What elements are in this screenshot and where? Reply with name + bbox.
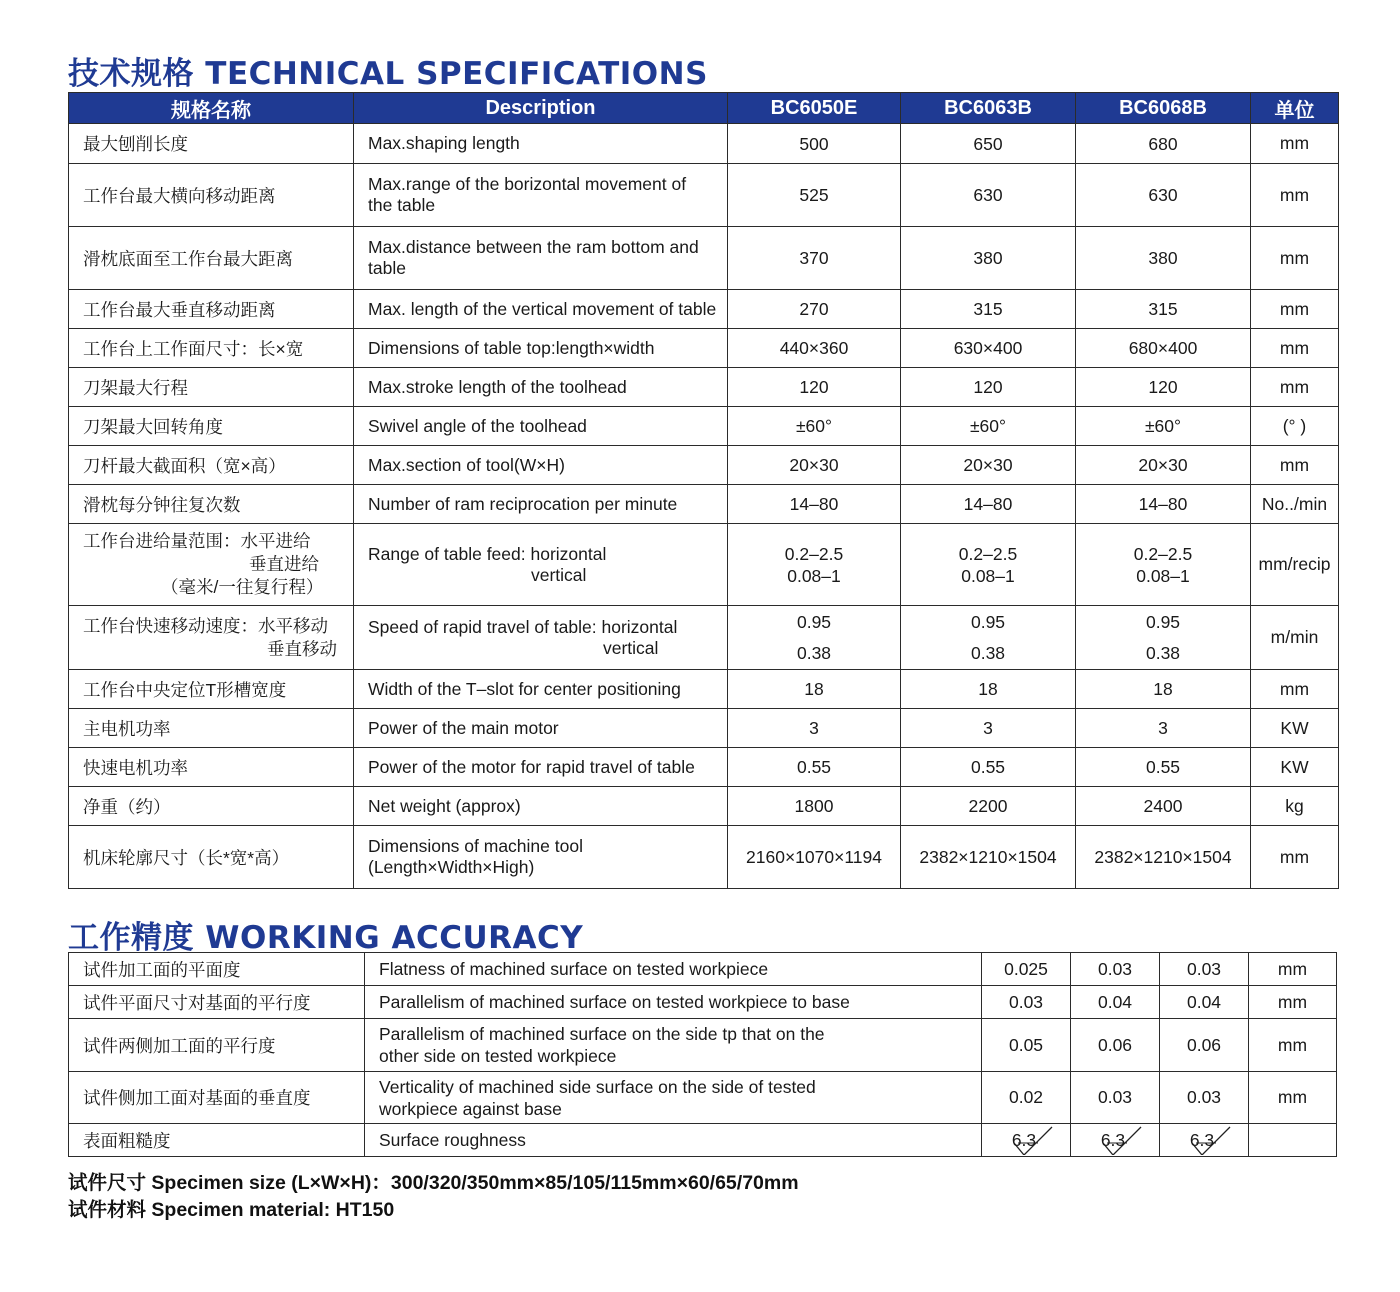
name-line: 工作台进给量范围：水平进给	[83, 531, 311, 551]
row-description	[354, 826, 728, 889]
specimen-size-note: 试件尺寸 Specimen size (L×W×H)：300/320/350mm×85/105/115mm×60/65/70mm	[68, 1172, 799, 1194]
value-bc6063b: 630	[901, 164, 1076, 227]
description-line: workpiece against base	[379, 1098, 562, 1119]
value-line: 0.38	[970, 642, 1006, 663]
row-description: Flatness of machined surface on tested workpiece	[365, 953, 982, 986]
description-line: vertical	[603, 637, 659, 658]
spec-table	[68, 92, 1339, 889]
roughness-value: 6.3	[1189, 1129, 1215, 1150]
table-row	[69, 1072, 1337, 1124]
value-bc6068b: 20×30	[1076, 446, 1251, 485]
value-bc6063b: 14–80	[901, 485, 1076, 524]
row-description: Power of the main motor	[354, 709, 728, 748]
row-description	[354, 227, 728, 290]
row-unit: mm	[1251, 227, 1339, 290]
row-description: Parallelism of machined surface on tested workpiece to base	[365, 986, 982, 1019]
value-bc6063b	[1071, 1124, 1160, 1157]
row-description	[354, 164, 728, 227]
row-unit: mm/recip	[1251, 524, 1339, 606]
description-line: table	[368, 258, 406, 278]
value-bc6050e	[982, 1124, 1071, 1157]
value-line: 0.08–1	[1136, 565, 1190, 586]
row-name-zh: 工作台最大垂直移动距离	[69, 290, 354, 329]
value-bc6063b: ±60°	[901, 407, 1076, 446]
description-line: Parallelism of machined surface on the side tp that on the	[379, 1024, 825, 1044]
description-line: the table	[368, 195, 436, 215]
row-description: Number of ram reciprocation per minute	[354, 485, 728, 524]
value-line: 0.38	[1145, 642, 1181, 663]
value-bc6050e: 370	[728, 227, 901, 290]
table-row	[69, 329, 1339, 368]
spec-title: 技术规格 TECHNICAL SPECIFICATIONS	[68, 56, 708, 92]
row-unit: mm	[1251, 670, 1339, 709]
row-name-zh	[69, 606, 354, 670]
row-name-zh: 试件侧加工面对基面的垂直度	[69, 1072, 365, 1124]
row-description: Swivel angle of the toolhead	[354, 407, 728, 446]
value-bc6068b: 2382×1210×1504	[1076, 826, 1251, 889]
row-unit	[1249, 1124, 1337, 1157]
value-line: 0.2–2.5	[784, 543, 844, 564]
value-bc6063b: 120	[901, 368, 1076, 407]
table-row	[69, 1124, 1337, 1157]
row-unit: mm	[1251, 826, 1339, 889]
row-description: Max.section of tool(W×H)	[354, 446, 728, 485]
row-name-zh: 机床轮廓尺寸（长*宽*高）	[69, 826, 354, 889]
row-name-zh: 表面粗糙度	[69, 1124, 365, 1157]
row-name-zh: 最大刨削长度	[69, 124, 354, 164]
value-bc6068b: ±60°	[1076, 407, 1251, 446]
roughness-value: 6.3	[1011, 1129, 1037, 1150]
value-bc6068b: 120	[1076, 368, 1251, 407]
row-name-zh: 滑枕每分钟往复次数	[69, 485, 354, 524]
table-row	[69, 709, 1339, 748]
value-bc6050e: 1800	[728, 787, 901, 826]
header-bc6068b: BC6068B	[1076, 93, 1251, 124]
value-bc6063b: 650	[901, 124, 1076, 164]
table-row	[69, 368, 1339, 407]
value-bc6068b: 630	[1076, 164, 1251, 227]
value-line: 0.38	[796, 642, 832, 663]
value-line: 0.95	[796, 611, 832, 632]
header-unit: 单位	[1251, 93, 1339, 124]
description-line: other side on tested workpiece	[379, 1046, 617, 1066]
value-bc6050e: 500	[728, 124, 901, 164]
value-bc6050e: 270	[728, 290, 901, 329]
row-description	[354, 524, 728, 606]
table-row	[69, 124, 1339, 164]
description-line: Range of table feed: horizontal	[368, 543, 607, 564]
value-bc6050e: 18	[728, 670, 901, 709]
value-bc6050e: 0.025	[982, 953, 1071, 986]
row-name-zh: 主电机功率	[69, 709, 354, 748]
value-bc6050e	[728, 606, 901, 670]
row-name-zh: 滑枕底面至工作台最大距离	[69, 227, 354, 290]
row-name-zh: 试件两侧加工面的平行度	[69, 1019, 365, 1072]
row-unit: (° )	[1251, 407, 1339, 446]
row-description: Max.stroke length of the toolhead	[354, 368, 728, 407]
description-line: Max.distance between the ram bottom and	[368, 237, 699, 257]
value-bc6068b: 14–80	[1076, 485, 1251, 524]
value-line: 0.2–2.5	[1133, 543, 1193, 564]
row-unit: mm	[1251, 446, 1339, 485]
header-bc6063b: BC6063B	[901, 93, 1076, 124]
value-bc6063b: 630×400	[901, 329, 1076, 368]
row-name-zh: 工作台上工作面尺寸：长×宽	[69, 329, 354, 368]
value-bc6068b: 0.04	[1160, 986, 1249, 1019]
value-bc6050e: 0.05	[982, 1019, 1071, 1072]
table-row	[69, 290, 1339, 329]
name-line: 垂直移动	[267, 638, 337, 659]
value-bc6063b: 0.04	[1071, 986, 1160, 1019]
table-row	[69, 227, 1339, 290]
row-description: Net weight (approx)	[354, 787, 728, 826]
header-description: Description	[354, 93, 728, 124]
row-name-zh	[69, 524, 354, 606]
value-bc6063b: 2200	[901, 787, 1076, 826]
accuracy-table	[68, 952, 1337, 1157]
row-description	[365, 1072, 982, 1124]
table-row	[69, 164, 1339, 227]
accuracy-title: 工作精度 WORKING ACCURACY	[68, 920, 584, 956]
row-unit: No../min	[1251, 485, 1339, 524]
description-line: Verticality of machined side surface on the side of tested	[379, 1076, 816, 1097]
value-bc6050e: 120	[728, 368, 901, 407]
table-row	[69, 407, 1339, 446]
table-row	[69, 787, 1339, 826]
value-bc6063b: 0.03	[1071, 953, 1160, 986]
value-bc6068b: 18	[1076, 670, 1251, 709]
value-bc6068b: 680	[1076, 124, 1251, 164]
row-unit: KW	[1251, 748, 1339, 787]
row-name-zh: 刀架最大回转角度	[69, 407, 354, 446]
table-row	[69, 986, 1337, 1019]
row-unit: mm	[1249, 1019, 1337, 1072]
value-bc6068b	[1076, 606, 1251, 670]
description-line: Max.range of the borizontal movement of	[368, 174, 687, 194]
value-bc6068b: 380	[1076, 227, 1251, 290]
row-unit: mm	[1249, 1072, 1337, 1124]
value-bc6050e: 0.55	[728, 748, 901, 787]
value-bc6068b: 2400	[1076, 787, 1251, 826]
row-unit: KW	[1251, 709, 1339, 748]
value-bc6068b	[1160, 1124, 1249, 1157]
value-bc6050e: 20×30	[728, 446, 901, 485]
name-line: （毫米/一往复行程）	[161, 577, 324, 597]
table-row	[69, 826, 1339, 889]
row-name-zh: 净重（约）	[69, 787, 354, 826]
row-name-zh: 刀架最大行程	[69, 368, 354, 407]
row-description: Max.shaping length	[354, 124, 728, 164]
row-name-zh: 工作台中央定位T形槽宽度	[69, 670, 354, 709]
row-description	[365, 1019, 982, 1072]
value-line: 0.95	[1145, 611, 1181, 632]
value-bc6050e: 525	[728, 164, 901, 227]
value-bc6068b: 315	[1076, 290, 1251, 329]
row-description: Power of the motor for rapid travel of table	[354, 748, 728, 787]
value-line: 0.95	[970, 611, 1006, 632]
value-bc6063b: 0.03	[1071, 1072, 1160, 1124]
row-name-zh: 试件平面尺寸对基面的平行度	[69, 986, 365, 1019]
table-row	[69, 670, 1339, 709]
value-bc6050e: 440×360	[728, 329, 901, 368]
header-bc6050e: BC6050E	[728, 93, 901, 124]
value-bc6063b: 315	[901, 290, 1076, 329]
description-line: (Length×Width×High)	[368, 857, 535, 877]
value-bc6063b: 380	[901, 227, 1076, 290]
row-description: Max. length of the vertical movement of table	[354, 290, 728, 329]
description-line: vertical	[531, 564, 587, 585]
header-name-zh: 规格名称	[69, 93, 354, 124]
row-unit: mm	[1249, 986, 1337, 1019]
value-bc6050e: 0.02	[982, 1072, 1071, 1124]
table-row	[69, 446, 1339, 485]
value-bc6050e: ±60°	[728, 407, 901, 446]
value-line: 0.08–1	[787, 565, 841, 586]
roughness-value: 6.3	[1100, 1129, 1126, 1150]
value-bc6063b	[901, 606, 1076, 670]
value-bc6063b: 3	[901, 709, 1076, 748]
row-unit: mm	[1251, 368, 1339, 407]
value-line: 0.2–2.5	[958, 543, 1018, 564]
row-description: Surface roughness	[365, 1124, 982, 1157]
value-bc6068b: 0.03	[1160, 1072, 1249, 1124]
table-row	[69, 524, 1339, 606]
value-bc6050e: 0.03	[982, 986, 1071, 1019]
value-bc6050e: 3	[728, 709, 901, 748]
value-bc6068b: 0.55	[1076, 748, 1251, 787]
name-line: 垂直进给	[249, 554, 319, 574]
value-bc6068b: 0.06	[1160, 1019, 1249, 1072]
value-bc6063b	[901, 524, 1076, 606]
row-unit: mm	[1251, 164, 1339, 227]
row-description	[354, 606, 728, 670]
value-bc6050e: 14–80	[728, 485, 901, 524]
value-bc6063b: 2382×1210×1504	[901, 826, 1076, 889]
row-unit: mm	[1249, 953, 1337, 986]
row-name-zh: 工作台最大横向移动距离	[69, 164, 354, 227]
value-bc6068b: 680×400	[1076, 329, 1251, 368]
specimen-material-note: 试件材料 Specimen material: HT150	[68, 1199, 395, 1221]
table-row	[69, 485, 1339, 524]
row-unit: kg	[1251, 787, 1339, 826]
value-bc6050e	[728, 524, 901, 606]
row-name-zh: 快速电机功率	[69, 748, 354, 787]
row-description: Dimensions of table top:length×width	[354, 329, 728, 368]
table-row	[69, 953, 1337, 986]
row-description: Width of the T–slot for center positioning	[354, 670, 728, 709]
row-name-zh: 刀杆最大截面积（宽×高）	[69, 446, 354, 485]
name-line: 工作台快速移动速度：水平移动	[83, 615, 328, 636]
value-bc6068b	[1076, 524, 1251, 606]
value-bc6050e: 2160×1070×1194	[728, 826, 901, 889]
table-row	[69, 1019, 1337, 1072]
description-line: Dimensions of machine tool	[368, 836, 583, 856]
spec-header-row	[69, 93, 1339, 124]
value-bc6063b: 18	[901, 670, 1076, 709]
value-bc6063b: 0.55	[901, 748, 1076, 787]
row-unit: mm	[1251, 124, 1339, 164]
row-unit: mm	[1251, 329, 1339, 368]
value-bc6068b: 0.03	[1160, 953, 1249, 986]
row-unit: mm	[1251, 290, 1339, 329]
value-bc6068b: 3	[1076, 709, 1251, 748]
row-unit: m/min	[1251, 606, 1339, 670]
table-row	[69, 606, 1339, 670]
value-bc6063b: 0.06	[1071, 1019, 1160, 1072]
value-bc6063b: 20×30	[901, 446, 1076, 485]
table-row	[69, 748, 1339, 787]
description-line: Speed of rapid travel of table: horizontal	[368, 616, 678, 637]
row-name-zh: 试件加工面的平面度	[69, 953, 365, 986]
value-line: 0.08–1	[961, 565, 1015, 586]
